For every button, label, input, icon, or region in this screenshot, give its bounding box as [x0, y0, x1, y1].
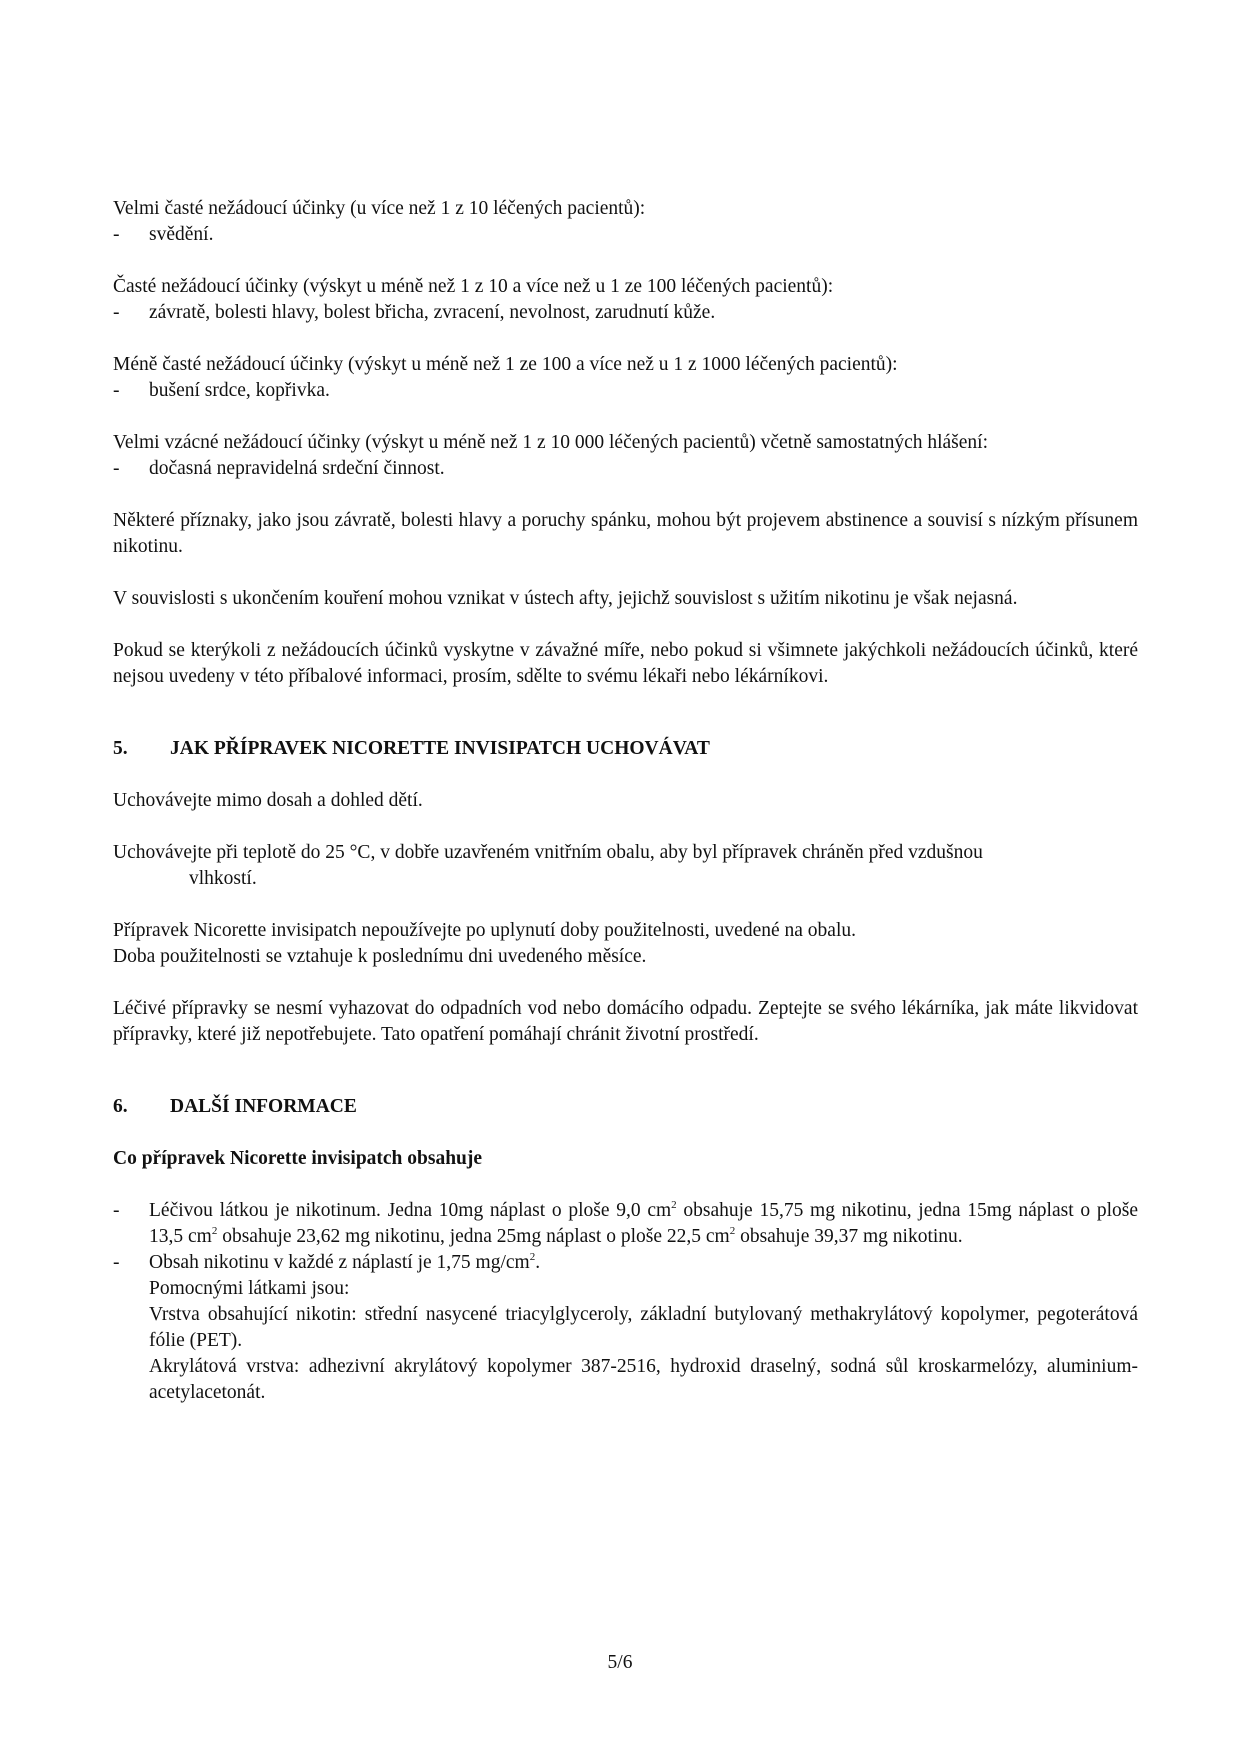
storage-temperature-cont: vlhkostí. — [189, 868, 257, 889]
active-substance-text: Léčivou látkou je nikotinum. Jedna 10mg náplast o ploše 9,0 cm — [149, 1200, 672, 1221]
bullet-dash: - — [113, 458, 120, 479]
uncommon-intro: Méně časté nežádoucí účinky (výskyt u méně než 1 ze 100 a více než u 1 z 1000 léčených pacientů): — [113, 354, 898, 375]
bullet-dash: - — [113, 1252, 120, 1273]
bullet-dash: - — [113, 224, 120, 245]
superscript: 2 — [729, 1225, 736, 1237]
active-substance-item — [149, 1198, 1138, 1250]
list-item — [113, 378, 1138, 404]
very-rare-item: dočasná nepravidelná srdeční činnost. — [149, 458, 445, 479]
bullet-dash: - — [113, 380, 120, 401]
section-5-heading — [113, 736, 1138, 762]
section-5-number: 5. — [113, 738, 128, 759]
afty-paragraph: V souvislosti s ukončením kouření mohou vznikat v ústech afty, jejichž souvislost s užitím nikotinu je však nejasná. — [113, 588, 1018, 609]
excipients-intro: Pomocnými látkami jsou: — [149, 1278, 350, 1299]
list-item — [113, 1198, 1138, 1250]
disposal-paragraph: Léčivé přípravky se nesmí vyhazovat do odpadních vod nebo domácího odpadu. Zeptejte se svého lékárníka, jak máte likvidovat přípravky, které již nepotřebujete. Tato opatření pomáhají chránit životní prostředí. — [113, 998, 1138, 1045]
excipients-block — [113, 1276, 1138, 1406]
page-number: 5/6 — [607, 1652, 633, 1673]
bullet-dash: - — [113, 302, 120, 323]
section-6-number: 6. — [113, 1096, 128, 1117]
storage-children: Uchovávejte mimo dosah a dohled dětí. — [113, 790, 423, 811]
section-6-title: DALŠÍ INFORMACE — [170, 1096, 357, 1117]
expiry-definition: Doba použitelnosti se vztahuje k poslednímu dni uvedeného měsíce. — [113, 946, 647, 967]
excipients-layer-1: Vrstva obsahující nikotin: střední nasycené triacylglyceroly, základní butylovaný methakrylátový kopolymer, pegoterátová fólie (PET). — [149, 1304, 1138, 1351]
list-item — [113, 300, 1138, 326]
bullet-dash: - — [113, 1200, 120, 1221]
active-substance-text: obsahuje 39,37 mg nikotinu. — [735, 1226, 963, 1247]
superscript: 2 — [529, 1251, 536, 1263]
active-substance-text: obsahuje 23,62 mg nikotinu, jedna 25mg náplast o ploše 22,5 cm — [217, 1226, 730, 1247]
list-item — [113, 1250, 1138, 1276]
nicotine-content-text: . — [535, 1252, 541, 1273]
expiry-use: Přípravek Nicorette invisipatch nepoužívejte po uplynutí doby použitelnosti, uvedené na obalu. — [113, 920, 856, 941]
active-substance-text: obsahuje 15,75 mg nikotinu, jedna 15mg náplast o ploše 13,5 cm — [149, 1200, 1138, 1247]
nicotine-content-item — [149, 1250, 1138, 1276]
very-rare-intro: Velmi vzácné nežádoucí účinky (výskyt u méně než 1 z 10 000 léčených pacientů) včetně samostatných hlášení: — [113, 432, 989, 453]
superscript: 2 — [671, 1199, 677, 1211]
superscript: 2 — [211, 1225, 218, 1237]
list-item — [113, 456, 1138, 482]
very-common-item: svědění. — [149, 224, 214, 245]
section-6-heading — [113, 1094, 1138, 1120]
list-item — [113, 222, 1138, 248]
very-common-intro: Velmi časté nežádoucí účinky (u více než 1 z 10 léčených pacientů): — [113, 198, 646, 219]
section-5-title: JAK PŘÍPRAVEK NICORETTE INVISIPATCH UCHOVÁVAT — [170, 738, 710, 759]
document-page — [113, 196, 1138, 1406]
excipients-layer-2: Akrylátová vrstva: adhezivní akrylátový kopolymer 387-2516, hydroxid draselný, sodná sůl kroskarmelózy, aluminium-acetylacetonát. — [149, 1356, 1138, 1403]
symptoms-paragraph: Některé příznaky, jako jsou závratě, bolesti hlavy a poruchy spánku, mohou být projevem abstinence a souvisí s nízkým přísunem nikotinu. — [113, 510, 1138, 557]
contents-subheading: Co přípravek Nicorette invisipatch obsahuje — [113, 1148, 483, 1169]
storage-temperature: Uchovávejte při teplotě do 25 °C, v dobře uzavřeném vnitřním obalu, aby byl přípravek chráněn před vzdušnou — [113, 842, 983, 863]
report-paragraph: Pokud se kterýkoli z nežádoucích účinků vyskytne v závažné míře, nebo pokud si všimnete jakýchkoli nežádoucích účinků, které nejsou uvedeny v této příbalové informaci, prosím, sdělte to svému lékaři nebo lékárníkovi. — [113, 640, 1138, 687]
common-item: závratě, bolesti hlavy, bolest břicha, zvracení, nevolnost, zarudnutí kůže. — [149, 302, 716, 323]
uncommon-item: bušení srdce, kopřivka. — [149, 380, 330, 401]
common-intro: Časté nežádoucí účinky (výskyt u méně než 1 z 10 a více než u 1 ze 100 léčených pacientů): — [113, 276, 834, 297]
nicotine-content-text: Obsah nikotinu v každé z náplastí je 1,75 mg/cm — [149, 1252, 530, 1273]
